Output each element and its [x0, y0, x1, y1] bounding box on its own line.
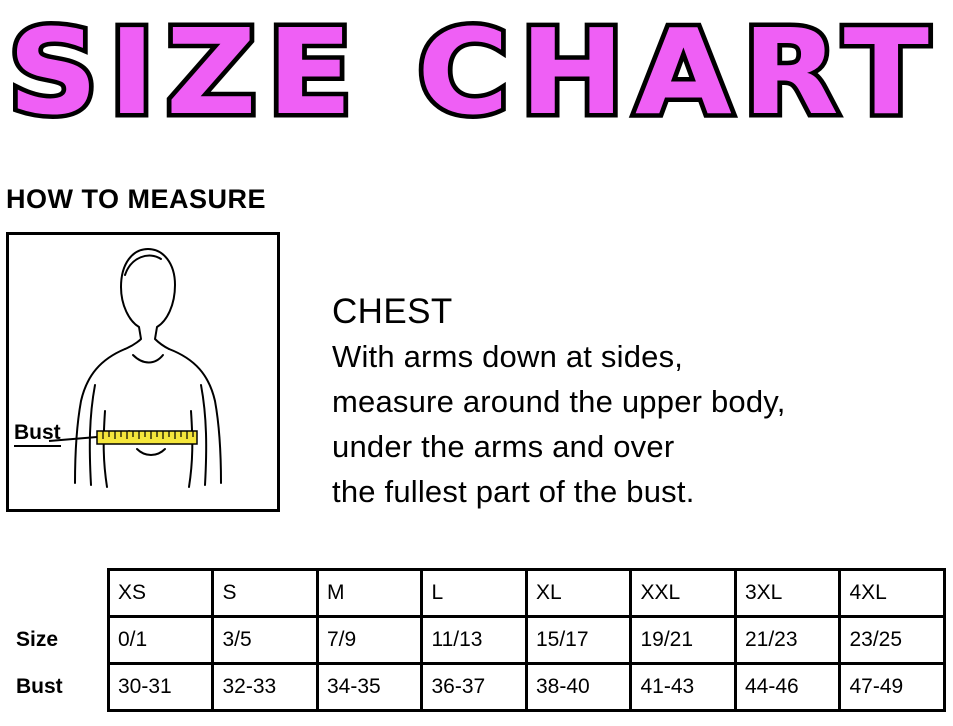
table-col-header-xs: XS	[108, 570, 213, 617]
table-cell-size-xxl: 19/21	[631, 617, 736, 664]
chest-line-3: under the arms and over	[332, 429, 675, 464]
table-cell-bust-xxl: 41-43	[631, 664, 736, 711]
table-col-header-4xl: 4XL	[840, 570, 945, 617]
table-cell-bust-s: 32-33	[213, 664, 318, 711]
table-header-row	[8, 570, 945, 617]
chest-line-4: the fullest part of the bust.	[332, 474, 695, 509]
chest-line-1: With arms down at sides,	[332, 339, 684, 374]
table-cell-size-m: 7/9	[317, 617, 422, 664]
measurement-illustration	[6, 232, 280, 512]
title-banner	[0, 0, 953, 150]
table-row-label-bust: Bust	[8, 664, 108, 711]
table-cell-bust-xl: 38-40	[526, 664, 631, 711]
table-cell-bust-m: 34-35	[317, 664, 422, 711]
table-cell-size-s: 3/5	[213, 617, 318, 664]
female-torso-icon	[9, 235, 277, 509]
table-col-header-l: L	[422, 570, 527, 617]
table-col-header-s: S	[213, 570, 318, 617]
table-row	[8, 617, 945, 664]
how-to-measure-heading: HOW TO MEASURE	[6, 184, 267, 214]
table-col-header-m: M	[317, 570, 422, 617]
chest-heading: CHEST	[332, 292, 453, 331]
table-cell-bust-3xl: 44-46	[735, 664, 840, 711]
table-cell-size-3xl: 21/23	[735, 617, 840, 664]
table-cell-bust-l: 36-37	[422, 664, 527, 711]
table-cell-size-xl: 15/17	[526, 617, 631, 664]
table-corner-cell	[8, 570, 108, 617]
chest-description	[332, 290, 942, 514]
table-cell-size-xs: 0/1	[108, 617, 213, 664]
table-cell-size-l: 11/13	[422, 617, 527, 664]
table-row-label-size: Size	[8, 617, 108, 664]
page-title: SIZE CHART	[8, 3, 940, 141]
table-cell-bust-xs: 30-31	[108, 664, 213, 711]
table-col-header-xxl: XXL	[631, 570, 736, 617]
table-row	[8, 664, 945, 711]
size-chart-table	[8, 568, 946, 712]
table-col-header-3xl: 3XL	[735, 570, 840, 617]
bust-label: Bust	[14, 422, 61, 447]
chest-line-2: measure around the upper body,	[332, 384, 786, 419]
table-cell-bust-4xl: 47-49	[840, 664, 945, 711]
table-cell-size-4xl: 23/25	[840, 617, 945, 664]
tape-measure-icon	[97, 431, 197, 444]
table-col-header-xl: XL	[526, 570, 631, 617]
